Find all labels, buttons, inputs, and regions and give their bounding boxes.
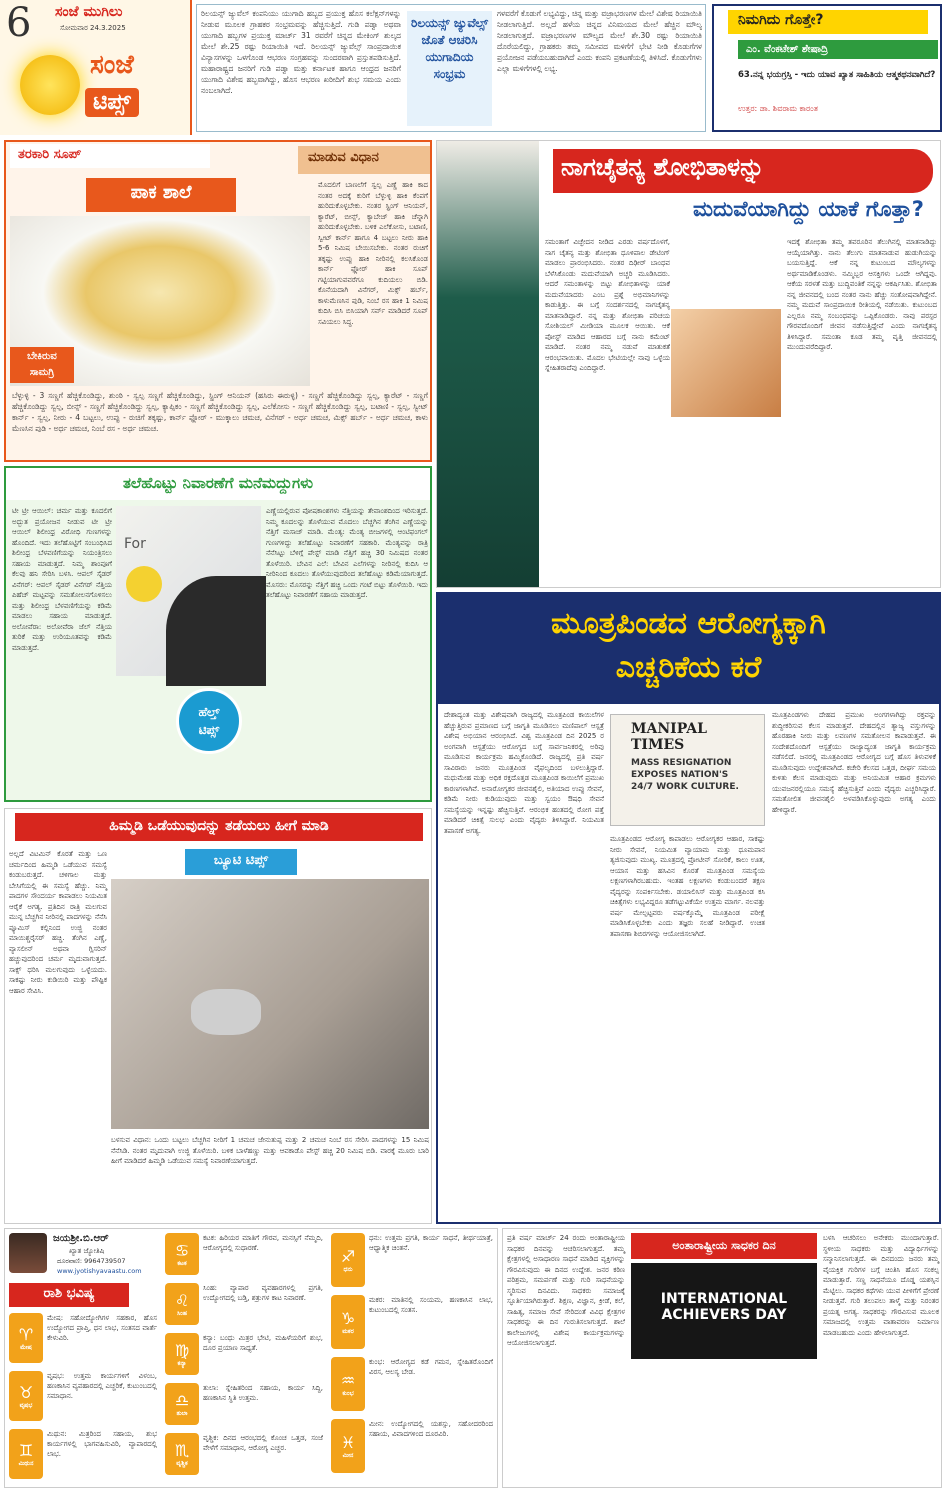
zodiac-name: ಮೀನ — [342, 1451, 354, 1459]
zodiac-prediction: ವೃಷಭ: ಉತ್ತಮ ಕಾರ್ಯಗಳಿಗೆ ವಿಳಂಬ, ಹಣಕಾಸಿನ ವ್ಯವಹಾರದಲ್ಲಿ ಎಚ್ಚರಿಕೆ, ಕುಟುಂಬದಲ್ಲಿ ಸಮಾಧಾನ. — [47, 1372, 157, 1400]
shoulder-figure — [166, 576, 266, 686]
zodiac-glyph-icon: ♋ — [174, 1240, 190, 1260]
gk-answer: ಉತ್ತರ: ಡಾ. ಶಿವರಾಮ ಕಾರಂತ — [738, 104, 818, 113]
masthead — [0, 0, 192, 135]
zodiac-glyph-icon: ♍ — [174, 1340, 190, 1360]
health-tips-badge-line1: ಹೆಲ್ತ್ — [198, 705, 220, 719]
zodiac-glyph-icon: ♒ — [340, 1370, 356, 1390]
astrologer-name: ಜಯಶ್ರೀ.ಬಿ.ಆರ್ — [53, 1233, 109, 1244]
health-tips-badge-line2: ಟಿಪ್ಸ್ — [198, 723, 220, 737]
kidney-col2: ಮೂತ್ರಪಿಂಡದ ಆರೋಗ್ಯ ಕಾಪಾಡಲು ಆರೋಗ್ಯಕರ ಆಹಾರ, ಸಾಕಷ್ಟು ನೀರು ಸೇವನೆ, ನಿಯಮಿತ ವ್ಯಾಯಾಮ ಮತ್ತು ಧೂಮಪಾನ ತ್ಯಜಿಸುವುದು ಮುಖ್ಯ. ಮೂತ್ರದಲ್ಲಿ ಪ್ರೋಟೀನ್ ಸೋರಿಕೆ, ಕಾಲು ಊತ, ಆಯಾಸ ಮತ್ತು ಹಸಿವಿನ ಕೊರತೆ ಮೂತ್ರಪಿಂಡ ಸಮಸ್ಯೆಯ ಲಕ್ಷಣಗಳಾಗಿರಬಹುದು. ಇಂತಹ ಲಕ್ಷಣಗಳು ಕಂಡುಬಂದರೆ ತಕ್ಷಣ ವೈದ್ಯರನ್ನು ಸಂಪರ್ಕಿಸಬೇಕು. ಡಯಾಲಿಸಿಸ್ ಮತ್ತು ಮೂತ್ರಪಿಂಡ ಕಸಿ ಚಿಕಿತ್ಸೆಗಳು ಲಭ್ಯವಿದ್ದರೂ ತಡೆಗಟ್ಟುವಿಕೆಯೇ ಉತ್ತಮ ಮಾರ್ಗ. ನಲವತ್ತು ವರ್ಷ ಮೇಲ್ಪಟ್ಟವರು ವರ್ಷಕ್ಕೊಮ್ಮೆ ಮೂತ್ರಪಿಂಡ ಪರೀಕ್ಷೆ ಮಾಡಿಸಿಕೊಳ್ಳಬೇಕು ಎಂದು ತಜ್ಞರು ಸಲಹೆ ನೀಡಿದ್ದಾರೆ. ಉಚಿತ ತಪಾಸಣಾ ಶಿಬಿರಗಳನ್ನು ಆಯೋಜಿಸಲಾಗಿದೆ. — [610, 835, 765, 938]
sign-item-3 — [165, 1233, 325, 1279]
recipe-ingredients: ಬೆಳ್ಳುಳ್ಳಿ - 3 ಸಣ್ಣಗೆ ಹೆಚ್ಚಿಕೊಂಡಿದ್ದು, ಶುಂಠಿ - ಸ್ವಲ್ಪ ಸಣ್ಣಗೆ ಹೆಚ್ಚಿಕೊಂಡಿದ್ದು, ಸ್ಪ್ರಿಂಗ್ ಆನಿಯನ್ (ಹಸಿರು ಈರುಳ್ಳಿ) - ಸಣ್ಣಗೆ ಹೆಚ್ಚಿಕೊಂಡಿದ್ದು ಸ್ವಲ್ಪ, ಕ್ಯಾರೆಟ್ - ಸಣ್ಣಗೆ ಹೆಚ್ಚಿಕೊಂಡಿದ್ದು ಸ್ವಲ್ಪ, ಬೀನ್ಸ್ - ಸಣ್ಣಗೆ ಹೆಚ್ಚಿಕೊಂಡಿದ್ದು ಸ್ವಲ್ಪ, ಕ್ಯಾಪ್ಸಿಕಂ - ಸಣ್ಣಗೆ ಹೆಚ್ಚಿಕೊಂಡಿದ್ದು ಸ್ವಲ್ಪ, ಎಲೆಕೋಸು - ಸಣ್ಣಗೆ ಹೆಚ್ಚಿಕೊಂಡಿದ್ದು ಸ್ವಲ್ಪ, ಬಟಾಣಿ - ಸ್ವಲ್ಪ, ಸ್ವೀಟ್ ಕಾರ್ನ್ - ಸ್ವಲ್ಪ, ನೀರು - 4 ಬಟ್ಟಲು, ಉಪ್ಪು - ರುಚಿಗೆ ತಕ್ಕಷ್ಟು, ಕಾರ್ನ್ ಫ್ಲೋರ್ - ಮುಕ್ಕಾಲು ಚಮಚ, ವಿನೆಗರ್ - ಅರ್ಧ ಚಮಚ, ಮಿಕ್ಸ್ ಹರ್ಬ್ - ಅರ್ಧ ಚಮಚ, ಕಾಳು ಮೆಣಸಿನ ಪುಡಿ - ಅರ್ಧ ಚಮಚ, ನಿಂಬೆ ರಸ - ಅರ್ಧ ಚಮಚ. — [12, 391, 428, 433]
zodiac-name: ಮೇಷ — [20, 1343, 32, 1351]
sign-item-6 — [165, 1383, 325, 1429]
achievers-title: ಅಂತಾರಾಷ್ಟ್ರೀಯ ಸಾಧಕರ ದಿನ — [631, 1233, 817, 1259]
heels-col1: ಅಲ್ಲದೆ ವಿಟಮಿನ್ ಕೊರತೆ ಮತ್ತು ಒಣ ಚರ್ಮದಿಂದ ಹಿಮ್ಮಡಿ ಒಡೆಯುವ ಸಮಸ್ಯೆ ಕಂಡುಬರುತ್ತದೆ. ಚಳಿಗಾಲ ಮತ್ತು ಬೇಸಿಗೆಯಲ್ಲಿ ಈ ಸಮಸ್ಯೆ ಹೆಚ್ಚು. ನಿಮ್ಮ ಪಾದಗಳ ಸೌಂದರ್ಯ ಕಾಪಾಡಲು ನಿಯಮಿತ ಆರೈಕೆ ಅಗತ್ಯ. ಪ್ರತಿದಿನ ರಾತ್ರಿ ಮಲಗುವ ಮುನ್ನ ಬೆಚ್ಚಗಿನ ನೀರಿನಲ್ಲಿ ಪಾದಗಳನ್ನು ನೆನೆಸಿ ಪ್ಯೂಮಿಸ್ ಕಲ್ಲಿನಿಂದ ಉಜ್ಜಿ ನಂತರ ಮಾಯಿಶ್ಚರೈಸರ್ ಹಚ್ಚಿ. ತೆಂಗಿನ ಎಣ್ಣೆ, ವ್ಯಾಸಲೀನ್ ಅಥವಾ ಗ್ಲಿಸರಿನ್ ಹಚ್ಚುವುದರಿಂದ ಚರ್ಮ ಮೃದುವಾಗುತ್ತದೆ. ಸಾಕ್ಸ್ ಧರಿಸಿ ಮಲಗುವುದು ಒಳ್ಳೆಯದು. ಸಾಕಷ್ಟು ನೀರು ಕುಡಿಯಿರಿ ಮತ್ತು ಪೌಷ್ಟಿಕ ಆಹಾರ ಸೇವಿಸಿ. — [9, 850, 107, 995]
zodiac-prediction: ಮೇಷ: ಸಹೋದ್ಯೋಗಿಗಳ ಸಹಕಾರ, ಹೊಸ ಉದ್ಯೋಗದ ಪ್ರಾಪ್ತಿ, ಧನ ಲಾಭ, ಸಂತಸದ ವಾರ್ತೆ ಕೇಳುವಿರಿ. — [47, 1314, 157, 1342]
bulb-icon — [20, 55, 80, 115]
kidney-article — [436, 592, 941, 1224]
zodiac-icon — [331, 1295, 365, 1349]
zodiac-prediction: ಮಕರ: ಮಾತಿನಲ್ಲಿ ಸಂಯಮ, ಹಣಕಾಸಿನ ಲಾಭ, ಕುಟುಂಬದಲ್ಲಿ ಸಂತಸ. — [369, 1296, 493, 1314]
zodiac-icon — [165, 1233, 199, 1275]
heels-title: ಹಿಮ್ಮಡಿ ಒಡೆಯುವುದನ್ನು ತಡೆಯಲು ಹೀಗೆ ಮಾಡಿ — [15, 813, 423, 841]
zodiac-icon — [9, 1313, 43, 1363]
zodiac-icon — [331, 1419, 365, 1473]
sign-item-10 — [331, 1357, 495, 1415]
recipe-method: ಮೊದಲಿಗೆ ಬಾಣಲೆಗೆ ಸ್ವಲ್ಪ ಎಣ್ಣೆ ಹಾಕಿ ಕಾದ ನಂತರ ಅದಕ್ಕೆ ಕುರಿಗೆ ಬೆಳ್ಳುಳ್ಳಿ ಹಾಕಿ ಕೆಂಪಗೆ ಹುರಿದುಕೊಳ್ಳಬೇಕು. ನಂತರ ಸ್ಪ್ರಿಂಗ್ ಆನಿಯನ್, ಕ್ಯಾರೆಟ್, ಬೀನ್ಸ್, ಕ್ಯಾಬೇಜ್ ಹಾಕಿ ಚೆನ್ನಾಗಿ ಹುರಿದುಕೊಳ್ಳಬೇಕು. ಬಳಿಕ ಎಲೆಕೋಸು, ಬಟಾಣಿ, ಸ್ವೀಟ್ ಕಾರ್ನ್ ಹಾಗೂ 4 ಬಟ್ಟಲು ನೀರು ಹಾಕಿ 5-6 ನಿಮಿಷ ಬೇಯಿಸಬೇಕು. ನಂತರ ರುಚಿಗೆ ತಕ್ಕಷ್ಟು ಉಪ್ಪು ಹಾಕಿ ನೀರಿನಲ್ಲಿ ಕಲಸಿಕೊಂಡ ಕಾರ್ನ್ ಫ್ಲೋರ್ ಹಾಕಿ ಸೂಪ್ ಗಟ್ಟಿಯಾಗುವವರೆಗೂ ಕುದಿಯಲು ಬಿಡಿ. ಕೊನೆಯದಾಗಿ ವಿನೆಗರ್, ಮಿಕ್ಸ್ ಹರ್ಬ್, ಕಾಳುಮೆಣಸಿನ ಪುಡಿ, ನಿಂಬೆ ರಸ ಹಾಕಿ 1 ನಿಮಿಷ ಕುದಿಸಿ ಬಿಸಿ ಬಿಸಿಯಾಗಿ ಸರ್ವ್ ಮಾಡಿದರೆ ಸೂಪ್ ಸವಿಯಲು ಸಿದ್ಧ. — [318, 181, 428, 326]
kidney-title-2: ಎಚ್ಚರಿಕೆಯ ಕರೆ — [615, 650, 762, 685]
astrologer-phone: ದೂರವಾಣಿ: 9964739507 — [57, 1257, 126, 1265]
kidney-title-banner — [438, 594, 939, 704]
astrologer-role: ಖ್ಯಾತ ಜ್ಯೋತಿಷಿ — [69, 1247, 105, 1255]
kidney-title-1: ಮೂತ್ರಪಿಂಡದ ಆರೋಗ್ಯಕ್ಕಾಗಿ — [551, 606, 826, 641]
dandruff-col2: ಎಣ್ಣೆಯಲ್ಲಿರುವ ಪೋಷಕಾಂಶಗಳು ನೆತ್ತಿಯನ್ನು ತೇವಾಂಶದಿಂದ ಇರಿಸುತ್ತದೆ. ನಿಮ್ಮ ಕೂದಲನ್ನು ತೊಳೆಯುವ ಮೊದಲು ಬೆಚ್ಚಗಿನ ತೆಂಗಿನ ಎಣ್ಣೆಯನ್ನು ನೆತ್ತಿಗೆ ಮಸಾಜ್ ಮಾಡಿ. ಮೆಂತ್ಯ: ಮೆಂತ್ಯ ಬೀಜಗಳಲ್ಲಿ ಆಂಟಿಫಂಗಲ್ ಗುಣಗಳಿದ್ದು ತಲೆಹೊಟ್ಟು ನಿವಾರಣೆಗೆ ಸಹಕಾರಿ. ಮೆಂತ್ಯವನ್ನು ರಾತ್ರಿ ನೆನೆಸಿಟ್ಟು ಬೆಳಿಗ್ಗೆ ಪೇಸ್ಟ್ ಮಾಡಿ ನೆತ್ತಿಗೆ ಹಚ್ಚಿ 30 ನಿಮಿಷದ ನಂತರ ತೊಳೆಯಿರಿ. ಬೇವಿನ ಎಲೆ: ಬೇವಿನ ಎಲೆಗಳನ್ನು ನೀರಿನಲ್ಲಿ ಕುದಿಸಿ ಆ ನೀರಿನಿಂದ ಕೂದಲು ತೊಳೆಯುವುದರಿಂದ ತಲೆಹೊಟ್ಟು ಕಡಿಮೆಯಾಗುತ್ತದೆ. ಮೊಸರು: ಮೊಸರನ್ನು ನೆತ್ತಿಗೆ ಹಚ್ಚಿ ಒಂದು ಗಂಟೆ ಬಿಟ್ಟು ತೊಳೆಯಿರಿ. ಇದು ತಲೆಹೊಟ್ಟು ನಿವಾರಣೆಗೆ ಸಹಾಯ ಮಾಡುತ್ತದೆ. — [266, 507, 428, 599]
issue-date: ಸೋಮವಾರ 24.3.2025 — [60, 24, 126, 32]
sign-item-9 — [331, 1295, 495, 1353]
recipe-section — [4, 140, 432, 462]
pumice-foot-image — [111, 879, 429, 1129]
sign-item-8 — [331, 1233, 495, 1291]
sign-item-0 — [9, 1313, 159, 1367]
zodiac-prediction: ಮೀನ: ಉದ್ಯೋಗದಲ್ಲಿ ಯಶಸ್ಸು, ಸಹೋದರರಿಂದ ಸಹಾಯ, ವಿವಾದಗಳಿಂದ ದೂರವಿರಿ. — [369, 1420, 493, 1438]
paper-masthead: MANIPAL TIMES — [631, 721, 707, 753]
horoscope-section — [4, 1228, 498, 1488]
achievers-article — [502, 1228, 942, 1488]
woman-shoulder-image — [116, 506, 261, 676]
recipe-tag-method: ಮಾಡುವ ವಿಧಾನ — [298, 146, 430, 174]
zodiac-name: ವೃಷಭ — [19, 1401, 33, 1409]
zodiac-name: ಕುಂಭ — [342, 1389, 354, 1397]
zodiac-icon — [165, 1333, 199, 1375]
zodiac-glyph-icon: ♐ — [340, 1246, 356, 1266]
beauty-tips-badge: ಬ್ಯೂಟಿ ಟಿಪ್ಸ್ — [185, 849, 297, 875]
recipe-tag-soup: ತರಕಾರಿ ಸೂಪ್ — [10, 144, 210, 168]
dandruff-title: ತಲೆಹೊಟ್ಟು ನಿವಾರಣೆಗೆ ಮನೆಮದ್ದುಗಳು — [6, 468, 430, 500]
zodiac-icon — [9, 1429, 43, 1479]
zodiac-prediction: ಕನ್ಯಾ: ಬಂಧು ಮಿತ್ರರ ಭೇಟಿ, ಮಹಿಳೆಯರಿಗೆ ಶುಭ, ದೂರ ಪ್ರಯಾಣ ಸಾಧ್ಯತೆ. — [203, 1334, 323, 1352]
astrologer-website[interactable]: www.jyotishyavaastu.com — [57, 1267, 142, 1275]
horoscope-title: ರಾಶಿ ಭವಿಷ್ಯ — [9, 1283, 129, 1307]
zodiac-glyph-icon: ♊ — [18, 1440, 34, 1460]
gk-box — [712, 4, 942, 132]
zodiac-icon — [9, 1371, 43, 1421]
zodiac-name: ಮಕರ — [342, 1327, 354, 1335]
poster-line2: ACHIEVERS DAY — [661, 1307, 787, 1323]
sign-item-7 — [165, 1433, 325, 1479]
zodiac-name: ಕಟಕ — [177, 1259, 187, 1267]
sign-item-11 — [331, 1419, 495, 1477]
sign-item-1 — [9, 1371, 159, 1425]
gk-author: ಎಂ. ವೆಂಕಟೇಶ್ ಶೇಷಾದ್ರಿ — [738, 40, 938, 59]
reliance-title: ರಿಲಯನ್ಸ್ ಜ್ಯುವೆಲ್ಸ್ ಜೊತೆ ಆಚರಿಸಿ ಯುಗಾದಿಯ ಸಂಭ್ರಮ — [407, 11, 492, 126]
couple-photo — [671, 309, 781, 417]
zodiac-prediction: ಕುಂಭ: ಆರೋಗ್ಯದ ಕಡೆ ಗಮನ, ಸ್ನೇಹಿತರೊಂದಿಗೆ ವಿರಸ, ಆಲಸ್ಯ ಬೇಡ. — [369, 1358, 493, 1376]
zodiac-icon — [331, 1357, 365, 1411]
zodiac-icon — [165, 1433, 199, 1475]
sobhita-col2: ಇದಕ್ಕೆ ಶೋಭಿತಾ ತಮ್ಮ ತವರೂರಿನ ತೆಲುಗಿನಲ್ಲಿ ಮಾತನಾಡಿದ್ದು ಆಯ್ಕೆಯಾಗಿತ್ತು. ನಾನು ತೆಲುಗು ಮಾತನಾಡುವ ಹುಡುಗಿಯನ್ನು ಬಯಸುತ್ತಿದ್ದೆ. ಆಕೆ ನನ್ನ ಕುಟುಂಬದ ಮೌಲ್ಯಗಳನ್ನು ಅರ್ಥಮಾಡಿಕೊಂಡಳು. ನಮ್ಮಿಬ್ಬರ ಆಸಕ್ತಿಗಳು ಒಂದೇ ಆಗಿದ್ದವು. ಆಕೆಯ ಸರಳತೆ ಮತ್ತು ಬುದ್ಧಿವಂತಿಕೆ ನನ್ನನ್ನು ಆಕರ್ಷಿಸಿತು. ಶೋಭಿತಾ ನನ್ನ ಜೀವನದಲ್ಲಿ ಬಂದ ನಂತರ ನಾನು ಹೆಚ್ಚು ಸಂತೋಷವಾಗಿದ್ದೇನೆ. ನಮ್ಮ ಮದುವೆ ಸಾಂಪ್ರದಾಯಿಕ ರೀತಿಯಲ್ಲಿ ನಡೆಯಿತು. ಕುಟುಂಬದ ಎಲ್ಲರೂ ನಮ್ಮ ಸಂಬಂಧವನ್ನು ಒಪ್ಪಿಕೊಂಡರು. ನಾವು ಪರಸ್ಪರ ಗೌರವದೊಂದಿಗೆ ಜೀವನ ನಡೆಸುತ್ತಿದ್ದೇವೆ ಎಂದು ನಾಗಚೈತನ್ಯ ತಿಳಿಸಿದ್ದಾರೆ. ಸಮಂತಾ ಕೂಡ ತಮ್ಮ ವೃತ್ತಿ ಜೀವನದಲ್ಲಿ ಮುಂದುವರೆದಿದ್ದಾರೆ. — [787, 238, 937, 351]
zodiac-icon — [331, 1233, 365, 1287]
zodiac-glyph-icon: ♎ — [174, 1390, 190, 1410]
zodiac-glyph-icon: ♉ — [18, 1382, 34, 1402]
gk-title: ನಿಮಗಿದು ಗೊತ್ತೇ? — [728, 10, 928, 34]
ingredients-label — [10, 347, 74, 383]
reliance-article — [196, 4, 706, 132]
zodiac-name: ಧನು — [343, 1265, 353, 1273]
zodiac-prediction: ಧನು: ಉತ್ತಮ ಪ್ರಗತಿ, ಕಾರ್ಯ ಸಾಧನೆ, ತೀರ್ಥಯಾತ್ರೆ, ಆಧ್ಯಾತ್ಮಿಕ ಚಿಂತನೆ. — [369, 1234, 493, 1252]
zodiac-prediction: ವೃಶ್ಚಿಕ: ದಿನದ ಆರಂಭದಲ್ಲಿ ಕೊಂಚ ಒತ್ತಡ, ಸಂಜೆ ವೇಳೆಗೆ ಸಮಾಧಾನ, ಆರೋಗ್ಯ ಎಚ್ಚರ. — [203, 1434, 323, 1452]
image-caption-for: For — [124, 536, 146, 552]
pumice-stone-icon — [191, 989, 261, 1035]
achievers-col1: ಪ್ರತಿ ವರ್ಷ ಮಾರ್ಚ್ 24 ರಂದು ಅಂತಾರಾಷ್ಟ್ರೀಯ ಸಾಧಕರ ದಿನವನ್ನು ಆಚರಿಸಲಾಗುತ್ತದೆ. ತಮ್ಮ ಕ್ಷೇತ್ರಗಳಲ್ಲಿ ಅಸಾಧಾರಣ ಸಾಧನೆ ಮಾಡಿದ ವ್ಯಕ್ತಿಗಳನ್ನು ಗೌರವಿಸುವುದು ಈ ದಿನದ ಉದ್ದೇಶ. ಜನರ ಕಠಿಣ ಪರಿಶ್ರಮ, ಸಮರ್ಪಣೆ ಮತ್ತು ಗುರಿ ಸಾಧನೆಯನ್ನು ಸ್ಮರಿಸುವ ದಿನವಿದು. ಸಾಧಕರು ಸಮಾಜಕ್ಕೆ ಸ್ಫೂರ್ತಿಯಾಗಿರುತ್ತಾರೆ. ಶಿಕ್ಷಣ, ವಿಜ್ಞಾನ, ಕ್ರೀಡೆ, ಕಲೆ, ಸಾಹಿತ್ಯ, ಸಮಾಜ ಸೇವೆ ಸೇರಿದಂತೆ ವಿವಿಧ ಕ್ಷೇತ್ರಗಳ ಸಾಧಕರನ್ನು ಈ ದಿನ ಗುರುತಿಸಲಾಗುತ್ತದೆ. ಶಾಲೆ ಕಾಲೇಜುಗಳಲ್ಲಿ ವಿಶೇಷ ಕಾರ್ಯಕ್ರಮಗಳನ್ನು ಆಯೋಜಿಸಲಾಗುತ್ತದೆ. — [507, 1234, 625, 1347]
logo-tips: ಟಿಪ್ಸ್ — [85, 88, 139, 117]
page-number: 6 — [6, 0, 32, 46]
zodiac-name: ಸಿಂಹ — [176, 1309, 187, 1317]
zodiac-glyph-icon: ♈ — [18, 1324, 34, 1344]
zodiac-prediction: ಕಟಕ: ಹಿರಿಯರ ಮಾತಿಗೆ ಗೌರವ, ಮನಸ್ಸಿಗೆ ನೆಮ್ಮದಿ, ಆರೋಗ್ಯದಲ್ಲಿ ಸುಧಾರಣೆ. — [203, 1234, 323, 1252]
poster-line1: INTERNATIONAL — [660, 1291, 788, 1307]
dandruff-col1: ಟೀ ಟ್ರೀ ಆಯಿಲ್: ಚರ್ಮ ಮತ್ತು ಕೂದಲಿಗೆ ಅದ್ಭುತ ಪ್ರಯೋಜನ ನೀಡುವ ಟೀ ಟ್ರೀ ಆಯಿಲ್ ಶಿಲೀಂಧ್ರ ವಿರೋಧಿ ಗುಣಗಳನ್ನು ಹೊಂದಿದೆ. ಇದು ತಲೆಹೊಟ್ಟಿಗೆ ಸಂಬಂಧಿಸಿದ ಶಿಲೀಂಧ್ರ ಬೆಳವಣಿಗೆಯನ್ನು ನಿಯಂತ್ರಿಸಲು ಸಹಾಯ ಮಾಡುತ್ತದೆ. ನಿಮ್ಮ ಶಾಂಪೂಗೆ ಕೆಲವು ಹನಿ ಸೇರಿಸಿ ಬಳಸಿ. ಆಪಲ್ ಸೈಡರ್ ವಿನೆಗರ್: ಆಪಲ್ ಸೈಡರ್ ವಿನೆಗರ್ ನೆತ್ತಿಯ ಪಿಹೆಚ್ ಮಟ್ಟವನ್ನು ಸಮತೋಲನಗೊಳಿಸಲು ಮತ್ತು ಶಿಲೀಂಧ್ರ ಬೆಳವಣಿಗೆಯನ್ನು ಕಡಿಮೆ ಮಾಡಲು ಸಹಾಯ ಮಾಡುತ್ತದೆ. ಅಲೋವೆರಾ: ಅಲೋವೆರಾ ಜೆಲ್ ನೆತ್ತಿಯ ತುರಿಕೆ ಮತ್ತು ಉರಿಯೂತವನ್ನು ಕಡಿಮೆ ಮಾಡುತ್ತದೆ. — [12, 507, 112, 652]
zodiac-glyph-icon: ♏ — [174, 1440, 190, 1460]
zodiac-glyph-icon: ♌ — [174, 1290, 190, 1310]
heels-section — [4, 808, 432, 1224]
kidney-col3: ಮೂತ್ರಪಿಂಡಗಳು ದೇಹದ ಪ್ರಮುಖ ಅಂಗಗಳಾಗಿದ್ದು ರಕ್ತವನ್ನು ಶುದ್ಧೀಕರಿಸುವ ಕೆಲಸ ಮಾಡುತ್ತವೆ. ದೇಹದಲ್ಲಿನ ತ್ಯಾಜ್ಯ ವಸ್ತುಗಳನ್ನು ಹೊರಹಾಕಿ ನೀರು ಮತ್ತು ಲವಣಗಳ ಸಮತೋಲನ ಕಾಪಾಡುತ್ತವೆ. ಈ ಸಂದೇಶದೊಂದಿಗೆ ಆಸ್ಪತ್ರೆಯು ರಾಜ್ಯಾದ್ಯಂತ ಜಾಗೃತಿ ಕಾರ್ಯಕ್ರಮ ನಡೆಸಲಿದೆ. ಜನರಲ್ಲಿ ಮೂತ್ರಪಿಂಡದ ಆರೋಗ್ಯದ ಬಗ್ಗೆ ಹೊಸ ತಿಳುವಳಿಕೆ ಮೂಡಿಸುವುದು ಉದ್ದೇಶವಾಗಿದೆ. ಕಚೇರಿ ಕೆಲಸದ ಒತ್ತಡ, ದೀರ್ಘ ಸಮಯ ಕುಳಿತು ಕೆಲಸ ಮಾಡುವುದು ಮತ್ತು ಅನಿಯಮಿತ ಆಹಾರ ಕ್ರಮಗಳು ಯುವಜನರಲ್ಲಿಯೂ ಸಮಸ್ಯೆ ಹೆಚ್ಚಿಸುತ್ತಿವೆ ಎಂದು ವೈದ್ಯರು ಎಚ್ಚರಿಸಿದ್ದಾರೆ. ಸಮತೋಲಿತ ಜೀವನಶೈಲಿ ಅಳವಡಿಸಿಕೊಳ್ಳುವುದು ಅಗತ್ಯ ಎಂದು ಹೇಳಿದ್ದಾರೆ. — [772, 711, 936, 814]
sign-item-2 — [9, 1429, 159, 1483]
achievers-poster — [631, 1263, 817, 1359]
zodiac-glyph-icon: ♑ — [340, 1308, 356, 1328]
lemon-icon — [126, 566, 162, 602]
ingredients-label-line2: ಸಾಮಗ್ರಿ — [29, 367, 55, 378]
health-tips-badge — [176, 688, 242, 754]
kidney-col1: ದೇಶಾದ್ಯಂತ ಮತ್ತು ವಿಶೇಷವಾಗಿ ರಾಜ್ಯದಲ್ಲಿ ಮೂತ್ರಪಿಂಡ ಕಾಯಿಲೆಗಳ ಹೆಚ್ಚುತ್ತಿರುವ ಪ್ರಮಾಣದ ಬಗ್ಗೆ ಜಾಗೃತಿ ಮೂಡಿಸಲು ಮಣಿಪಾಲ್ ಆಸ್ಪತ್ರೆ ವಿಶೇಷ ಅಭಿಯಾನ ಆರಂಭಿಸಿದೆ. ವಿಶ್ವ ಮೂತ್ರಪಿಂಡ ದಿನ 2025 ರ ಅಂಗವಾಗಿ ಆಸ್ಪತ್ರೆಯು ಆರೋಗ್ಯದ ಬಗ್ಗೆ ಸಾರ್ವಜನಿಕರಲ್ಲಿ ಅರಿವು ಮೂಡಿಸುವ ಕಾರ್ಯಕ್ರಮ ಹಮ್ಮಿಕೊಂಡಿದೆ. ರಾಜ್ಯದಲ್ಲಿ ಪ್ರತಿ ವರ್ಷ ಸಾವಿರಾರು ಜನರು ಮೂತ್ರಪಿಂಡ ವೈಫಲ್ಯದಿಂದ ಬಳಲುತ್ತಿದ್ದಾರೆ. ಮಧುಮೇಹ ಮತ್ತು ಅಧಿಕ ರಕ್ತದೊತ್ತಡ ಮೂತ್ರಪಿಂಡ ಕಾಯಿಲೆಗೆ ಪ್ರಮುಖ ಕಾರಣಗಳಾಗಿವೆ. ಅನಾರೋಗ್ಯಕರ ಜೀವನಶೈಲಿ, ಅತಿಯಾದ ಉಪ್ಪು ಸೇವನೆ, ಕಡಿಮೆ ನೀರು ಕುಡಿಯುವುದು ಮತ್ತು ಸ್ವಯಂ ಔಷಧಿ ಸೇವನೆ ಸಮಸ್ಯೆಯನ್ನು ಇನ್ನಷ್ಟು ಹೆಚ್ಚಿಸುತ್ತಿವೆ. ಆರಂಭಿಕ ಹಂತದಲ್ಲಿ ರೋಗ ಪತ್ತೆ ಮಾಡಿದರೆ ಚಿಕಿತ್ಸೆ ಸುಲಭ ಎಂದು ವೈದ್ಯರು ತಿಳಿಸಿದ್ದಾರೆ. ನಿಯಮಿತ ತಪಾಸಣೆ ಅಗತ್ಯ. — [444, 711, 604, 835]
sign-item-4 — [165, 1283, 325, 1329]
zodiac-name: ಕನ್ಯಾ — [177, 1359, 187, 1367]
sign-item-5 — [165, 1333, 325, 1379]
zodiac-prediction: ಮಿಥುನ: ಮಿತ್ರರಿಂದ ಸಹಾಯ, ಶುಭ ಕಾರ್ಯಗಳಲ್ಲಿ ಭಾಗವಹಿಸುವಿರಿ, ವ್ಯಾಪಾರದಲ್ಲಿ ಲಾಭ. — [47, 1430, 157, 1458]
logo-sanje: ಸಂಜೆ — [90, 50, 134, 80]
zodiac-name: ತುಲಾ — [176, 1409, 188, 1417]
signs-grid — [5, 1229, 498, 1488]
sobhita-title-1: ನಾಗಚೈತನ್ಯ ಶೋಭಿತಾಳನ್ನು — [553, 149, 933, 193]
zodiac-name: ಮಿಥುನ — [18, 1459, 34, 1467]
zodiac-prediction: ಸಿಂಹ: ವ್ಯಾಪಾರ ವ್ಯವಹಾರಗಳಲ್ಲಿ ಪ್ರಗತಿ, ಉದ್ಯೋಗದಲ್ಲಿ ಬಡ್ತಿ, ಶತ್ರುಗಳ ಕಾಟ ನಿವಾರಣೆ. — [203, 1284, 323, 1302]
achievers-col2: ಬಳಸಿ ಆಚರಿಸಲು ಅನೇಕರು ಮುಂದಾಗುತ್ತಾರೆ. ಸ್ಥಳೀಯ ಸಾಧಕರು ಮತ್ತು ವಿದ್ಯಾರ್ಥಿಗಳನ್ನು ಸನ್ಮಾನಿಸಲಾಗುತ್ತದೆ. ಈ ದಿನದಂದು ಜನರು ತಮ್ಮ ವೈಯಕ್ತಿಕ ಗುರಿಗಳ ಬಗ್ಗೆ ಚಿಂತಿಸಿ ಹೊಸ ಸಂಕಲ್ಪ ಮಾಡುತ್ತಾರೆ. ಸಣ್ಣ ಸಾಧನೆಯೂ ದೊಡ್ಡ ಯಶಸ್ಸಿನ ಮೆಟ್ಟಿಲು. ಸಾಧಕರ ಕಥೆಗಳು ಯುವ ಪೀಳಿಗೆಗೆ ಪ್ರೇರಣೆ ನೀಡುತ್ತವೆ. ಗುರಿ ತಲುಪಲು ತಾಳ್ಮೆ ಮತ್ತು ನಿರಂತರ ಪ್ರಯತ್ನ ಅಗತ್ಯ. ಸಾಧಕರನ್ನು ಗೌರವಿಸುವ ಮೂಲಕ ಸಮಾಜದಲ್ಲಿ ಉತ್ತಮ ವಾತಾವರಣ ನಿರ್ಮಾಣ ಮಾಡಬಹುದು ಎಂದು ಹೇಳಲಾಗುತ್ತದೆ. — [823, 1234, 940, 1337]
zodiac-prediction: ತುಲಾ: ಸ್ನೇಹಿತರಿಂದ ಸಹಾಯ, ಕಾರ್ಯ ಸಿದ್ಧಿ, ಹಣಕಾಸಿನ ಸ್ಥಿತಿ ಉತ್ತಮ. — [203, 1384, 323, 1402]
zodiac-icon — [165, 1383, 199, 1425]
brand-name: ಸಂಜೆ ಮುಗಿಲು — [55, 4, 123, 20]
actress-photo — [437, 141, 539, 588]
zodiac-glyph-icon: ♓ — [340, 1432, 356, 1452]
heels-col2: ಬಳಸುವ ವಿಧಾನ: ಒಂದು ಬಟ್ಟಲು ಬೆಚ್ಚಗಿನ ನೀರಿಗೆ 1 ಚಮಚ ಜೇನುತುಪ್ಪ ಮತ್ತು 2 ಚಮಚ ನಿಂಬೆ ರಸ ಸೇರಿಸಿ ಪಾದಗಳನ್ನು 15 ನಿಮಿಷ ನೆನೆಸಿಡಿ. ನಂತರ ಮೃದುವಾಗಿ ಉಜ್ಜಿ ತೊಳೆಯಿರಿ. ಬಳಿಕ ಬಾಳೆಹಣ್ಣು ಮತ್ತು ಆವಕಾಡೊ ಪೇಸ್ಟ್ ಹಚ್ಚಿ 20 ನಿಮಿಷ ಬಿಡಿ. ವಾರಕ್ಕೆ ಮೂರು ಬಾರಿ ಹೀಗೆ ಮಾಡಿದರೆ ಹಿಮ್ಮಡಿ ಒಡೆಯುವ ಸಮಸ್ಯೆ ನಿವಾರಣೆಯಾಗುತ್ತದೆ. — [111, 1136, 429, 1165]
zodiac-name: ವೃಶ್ಚಿಕ — [176, 1459, 188, 1467]
zodiac-icon — [165, 1283, 199, 1325]
paper-headline: MASS RESIGNATION EXPOSES NATION'S 24/7 WORK CULTURE. — [631, 758, 739, 792]
gk-question: 63.ನನ್ನ ಭಯಗ್ರಸ್ತಿ - ಇದು ಯಾವ ಖ್ಯಾತ ಸಾಹಿತಿಯ ಆತ್ಮಕಥನವಾಗಿದೆ? — [738, 70, 936, 80]
newspaper-image — [610, 714, 765, 826]
dandruff-section — [4, 466, 432, 802]
sobhita-col1: ಸಮಂತಾಗೆ ವಿಚ್ಛೇದನ ನೀಡಿದ ಎರಡು ವರ್ಷದೊಳಗೆ, ನಾಗ ಚೈತನ್ಯ ಮತ್ತು ಶೋಭಿತಾ ಧೂಳಿಪಾಲ ಡೇಟಿಂಗ್ ಮಾಡಲು ಪ್ರಾರಂಭಿಸಿದರು. ನಂತರ ದಿಢೀರ್ ಬಾಂಧವ ಬೆಳೆಸಿಕೊಂಡು ಮದುವೆಯಾಗಿ ಅಚ್ಚರಿ ಮೂಡಿಸಿದರು. ಆದರೆ ಸಮಂತಾಳನ್ನು ಬಿಟ್ಟು ಶೋಭಿತಾಳನ್ನು ಯಾಕೆ ಮದುವೆಯಾದರು ಎಂಬ ಪ್ರಶ್ನೆ ಅಭಿಮಾನಿಗಳನ್ನು ಕಾಡುತ್ತಿತ್ತು. ಈ ಬಗ್ಗೆ ಸಂದರ್ಶನದಲ್ಲಿ ನಾಗಚೈತನ್ಯ ಮಾತನಾಡಿದ್ದಾರೆ. ನನ್ನ ಮತ್ತು ಶೋಭಿತಾ ಪರಿಚಯ ಸೋಶಿಯಲ್ ಮೀಡಿಯಾ ಮೂಲಕ ಆಯಿತು. ಆಕೆ ಪೋಸ್ಟ್ ಮಾಡಿದ ಆಹಾರದ ಬಗ್ಗೆ ನಾನು ಕಮೆಂಟ್ ಮಾಡಿದೆ. ನಂತರ ನಮ್ಮ ನಡುವೆ ಮಾತುಕತೆ ಆರಂಭವಾಯಿತು. ಮೊದಲ ಭೇಟಿಯಲ್ಲೇ ನಾವು ಒಳ್ಳೆಯ ಸ್ನೇಹಿತರಾದೆವು ಎಂದಿದ್ದಾರೆ. — [545, 238, 670, 372]
sobhita-article — [436, 140, 941, 588]
ingredients-label-line1: ಬೇಕಿರುವ — [27, 351, 57, 362]
recipe-section-banner: ಪಾಕ ಶಾಲೆ — [86, 178, 236, 212]
sobhita-title-2: ಮದುವೆಯಾಗಿದ್ದು ಯಾಕೆ ಗೊತ್ತಾ? — [692, 197, 924, 221]
reliance-col1: ರಿಲಯನ್ಸ್ ಜ್ಯುವೆಲ್ ಕಂಪನಿಯು ಯುಗಾದಿ ಹಬ್ಬದ ಪ್ರಯುಕ್ತ ಹೊಸ ಕಲೆಕ್ಷನ್‌ಗಳನ್ನು ನೀಡುವ ಮೂಲಕ ಗ್ರಾಹಕರ ಸಂಭ್ರಮವನ್ನು ಹೆಚ್ಚಿಸುತ್ತಿದೆ. ಗುಡಿ ಪಡ್ವಾ ಅಥವಾ ಯುಗಾದಿ ಹಬ್ಬಗಳ ಪ್ರಯುಕ್ತ ಮಾರ್ಚ್ 31 ರವರೆಗೆ ಚಿನ್ನದ ಮೇಕಿಂಗ್ ಶುಲ್ಕದ ಮೇಲೆ ಶೇ.25 ರಷ್ಟು ರಿಯಾಯಿತಿ ಇದೆ. ರಿಲಯನ್ಸ್ ಜ್ಯುವೆಲ್ಸ್ ಸಾಂಪ್ರದಾಯಿಕ ವಿನ್ಯಾಸಗಳನ್ನು ಒಳಗೊಂಡ ಆಭರಣ ಸಂಗ್ರಹವನ್ನು ಸುಂದರವಾಗಿ ಪ್ರಸ್ತುತಪಡಿಸುತ್ತಿದೆ. ಮಹಾರಾಷ್ಟ್ರದ ಜನರಿಗೆ ಗುಡಿ ಪಡ್ವಾ ಮತ್ತು ಕರ್ನಾಟಕ ಹಾಗೂ ಆಂಧ್ರದ ಜನರಿಗೆ ಯುಗಾದಿ ವಿಶೇಷ ಹಬ್ಬವಾಗಿದ್ದು, ಹೊಸ ಆಭರಣ ಖರೀದಿಗೆ ಶುಭ ಸಮಯ ಎಂದು ನಂಬಲಾಗಿದೆ. — [201, 9, 401, 95]
reliance-col2: ಗಳವರೆಗೆ ಕೊಡುಗೆ ಲಭ್ಯವಿದ್ದು, ಚಿನ್ನ ಮತ್ತು ವಜ್ರಾಭರಣಗಳ ಮೇಲೆ ವಿಶೇಷ ರಿಯಾಯಿತಿ ನೀಡಲಾಗುತ್ತಿದೆ. ಅಲ್ಲದೆ ಹಳೆಯ ಚಿನ್ನದ ವಿನಿಮಯದ ಮೇಲೆ ಹೆಚ್ಚಿನ ಮೌಲ್ಯ ನೀಡಲಾಗುತ್ತದೆ. ವಜ್ರಾಭರಣಗಳ ಮೌಲ್ಯದ ಮೇಲೆ ಶೇ.30 ರಷ್ಟು ರಿಯಾಯಿತಿ ದೊರೆಯಲಿದ್ದು, ಗ್ರಾಹಕರು ತಮ್ಮ ಸಮೀಪದ ಮಳಿಗೆಗೆ ಭೇಟಿ ನೀಡಿ ಕೊಡುಗೆಗಳ ಪ್ರಯೋಜನ ಪಡೆಯಬಹುದಾಗಿದೆ ಎಂದು ಕಂಪನಿ ಪ್ರಕಟಣೆಯಲ್ಲಿ ತಿಳಿಸಿದೆ. ಕೊಡುಗೆಗಳು ಎಲ್ಲಾ ಮಳಿಗೆಗಳಲ್ಲಿ ಲಭ್ಯ. — [497, 9, 702, 73]
